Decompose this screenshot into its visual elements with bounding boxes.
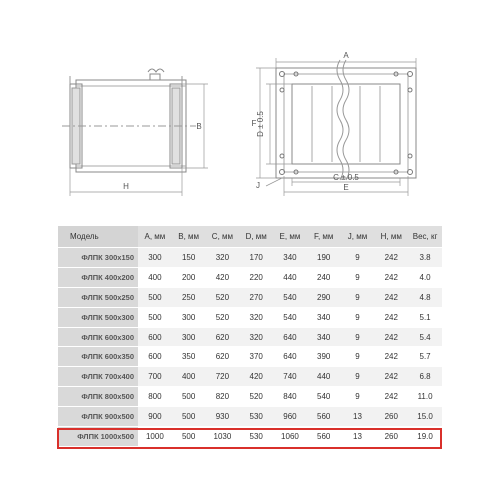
dim-j-label: J [256,181,260,190]
model-cell: ФЛПК 900х500 [58,407,138,427]
model-cell: ФЛПК 500х250 [58,287,138,307]
model-cell: ФЛПК 600х350 [58,347,138,367]
value-cell: 270 [239,287,273,307]
dim-d-label: D ± 0.5 [256,111,265,137]
value-cell: 242 [374,327,408,347]
value-cell: 1000 [138,427,172,447]
value-cell: 720 [206,367,240,387]
value-cell: 500 [172,387,206,407]
table-row [58,248,442,268]
value-cell: 420 [206,267,240,287]
value-cell: 9 [341,287,375,307]
model-cell: ФЛПК 300х150 [58,248,138,268]
table-row [58,307,442,327]
value-cell: 640 [273,327,307,347]
header-h: H, мм [374,226,408,248]
header-e: E, мм [273,226,307,248]
value-cell: 400 [172,367,206,387]
value-cell: 560 [307,427,341,447]
table-row [58,387,442,407]
table-row [58,407,442,427]
value-cell: 440 [273,267,307,287]
value-cell: 15.0 [408,407,442,427]
value-cell: 320 [239,307,273,327]
drawing-svg [0,0,500,215]
value-cell: 9 [341,267,375,287]
value-cell: 13 [341,427,375,447]
value-cell: 4.0 [408,267,442,287]
value-cell: 250 [172,287,206,307]
value-cell: 150 [172,248,206,268]
specifications-table [58,226,442,447]
header-model: Модель [58,226,138,248]
model-cell: ФЛПК 700х400 [58,367,138,387]
value-cell: 620 [206,327,240,347]
value-cell: 520 [206,307,240,327]
dim-h-label: H [123,182,129,191]
value-cell: 800 [138,387,172,407]
value-cell: 242 [374,267,408,287]
model-cell: ФЛПК 800х500 [58,387,138,407]
table-row [58,267,442,287]
value-cell: 260 [374,427,408,447]
value-cell: 9 [341,347,375,367]
model-cell: ФЛПК 600х300 [58,327,138,347]
value-cell: 530 [239,427,273,447]
dim-c-label: C ± 0.5 [333,173,359,182]
value-cell: 242 [374,347,408,367]
header-weight: Вес, кг [408,226,442,248]
value-cell: 500 [138,307,172,327]
value-cell: 9 [341,387,375,407]
value-cell: 200 [172,267,206,287]
value-cell: 300 [138,248,172,268]
dim-e-label: E [343,183,349,192]
header-c: C, мм [206,226,240,248]
value-cell: 170 [239,248,273,268]
value-cell: 242 [374,287,408,307]
dim-a-label: A [343,51,349,60]
header-a: A, мм [138,226,172,248]
value-cell: 840 [273,387,307,407]
dim-b-label: B [196,122,202,131]
value-cell: 340 [273,248,307,268]
value-cell: 9 [341,307,375,327]
value-cell: 9 [341,367,375,387]
value-cell: 220 [239,267,273,287]
value-cell: 700 [138,367,172,387]
side-view-drawing [62,69,208,196]
value-cell: 240 [307,267,341,287]
value-cell: 540 [273,287,307,307]
value-cell: 500 [172,427,206,447]
value-cell: 11.0 [408,387,442,407]
value-cell: 540 [307,387,341,407]
value-cell: 5.4 [408,327,442,347]
value-cell: 960 [273,407,307,427]
value-cell: 500 [172,407,206,427]
value-cell: 300 [172,307,206,327]
value-cell: 9 [341,248,375,268]
value-cell: 440 [307,367,341,387]
value-cell: 320 [239,327,273,347]
value-cell: 640 [273,347,307,367]
value-cell: 190 [307,248,341,268]
value-cell: 390 [307,347,341,367]
model-cell: ФЛПК 500х300 [58,307,138,327]
value-cell: 9 [341,327,375,347]
value-cell: 1030 [206,427,240,447]
value-cell: 340 [307,327,341,347]
model-cell: ФЛПК 400х200 [58,267,138,287]
value-cell: 540 [273,307,307,327]
value-cell: 600 [138,327,172,347]
value-cell: 290 [307,287,341,307]
value-cell: 900 [138,407,172,427]
value-cell: 19.0 [408,427,442,447]
table-row [58,367,442,387]
table-header-row [58,226,442,248]
value-cell: 6.8 [408,367,442,387]
model-cell: ФЛПК 1000х500 [58,427,138,447]
value-cell: 560 [307,407,341,427]
value-cell: 4.8 [408,287,442,307]
dim-f-label: F [251,119,257,128]
value-cell: 13 [341,407,375,427]
value-cell: 530 [239,407,273,427]
header-b: B, мм [172,226,206,248]
value-cell: 1060 [273,427,307,447]
value-cell: 340 [307,307,341,327]
value-cell: 520 [206,287,240,307]
value-cell: 300 [172,327,206,347]
header-j: J, мм [341,226,375,248]
value-cell: 520 [239,387,273,407]
highlighted-row-outline [57,428,442,449]
value-cell: 320 [206,248,240,268]
table-row [58,287,442,307]
table-body [58,248,442,447]
value-cell: 3.8 [408,248,442,268]
value-cell: 242 [374,387,408,407]
value-cell: 350 [172,347,206,367]
table-row [58,327,442,347]
value-cell: 400 [138,267,172,287]
value-cell: 820 [206,387,240,407]
value-cell: 5.1 [408,307,442,327]
technical-drawings [0,0,500,215]
value-cell: 370 [239,347,273,367]
value-cell: 242 [374,367,408,387]
value-cell: 740 [273,367,307,387]
value-cell: 600 [138,347,172,367]
value-cell: 242 [374,307,408,327]
value-cell: 500 [138,287,172,307]
header-f: F, мм [307,226,341,248]
value-cell: 620 [206,347,240,367]
value-cell: 930 [206,407,240,427]
table-row [58,347,442,367]
value-cell: 5.7 [408,347,442,367]
header-d: D, мм [239,226,273,248]
value-cell: 242 [374,248,408,268]
value-cell: 420 [239,367,273,387]
value-cell: 260 [374,407,408,427]
